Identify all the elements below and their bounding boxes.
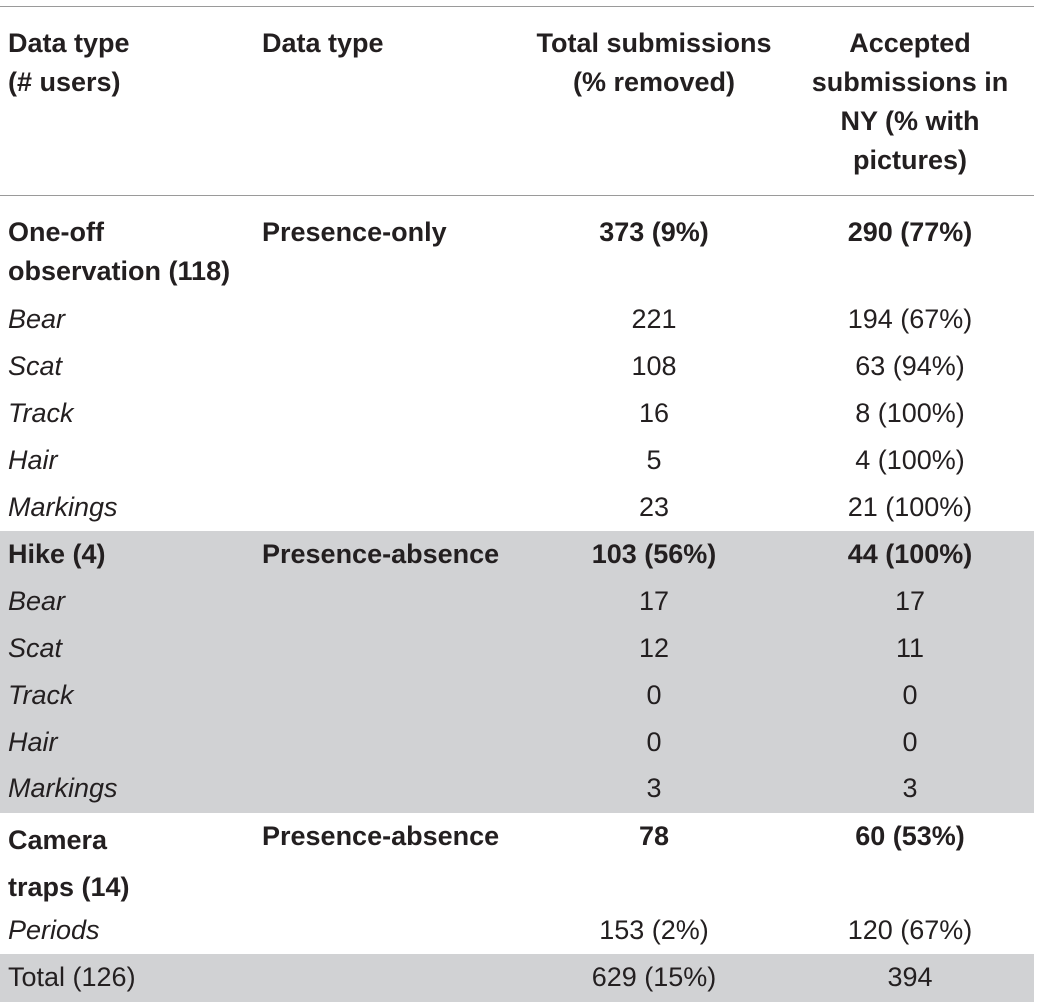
row-label: Markings [8,773,118,803]
section-data-type: Presence-absence [262,821,500,851]
row-label: Scat [8,351,63,381]
row-label: Track [8,680,74,710]
section-total: 103 (56%) [591,539,717,569]
section-accepted: 60 (53%) [855,821,965,851]
section-data-type: Presence-only [262,217,447,247]
total-label: Total (126) [8,962,136,992]
row-label: Scat [8,633,63,663]
section-accepted: 290 (77%) [847,217,973,247]
row-accepted: 4 (100%) [855,445,965,475]
section-name [8,535,253,574]
header-accepted-submissions: Accepted submissions in NY (% with pictures) [811,28,1009,175]
row-accepted: 63 (94%) [855,351,965,381]
row-total: 16 [638,398,670,428]
row-label: Track [8,398,74,428]
row-accepted: 11 [895,633,925,663]
section-accepted: 44 (100%) [847,539,973,569]
row-accepted: 120 (67%) [847,915,973,945]
section-name-line: observation (118) [8,256,231,286]
row-total: 12 [638,633,670,663]
section-name [8,213,253,291]
row-accepted: 3 [902,773,918,803]
table-top-rule [0,6,1034,7]
row-label: Bear [8,304,66,334]
row-total: 5 [646,445,662,475]
section-total: 373 (9%) [599,217,709,247]
row-total: 153 (2%) [599,915,709,945]
row-label: Periods [8,915,100,945]
row-total: 0 [646,727,662,757]
row-total: 23 [638,492,670,522]
section-name-line: Hike (4) [8,539,106,569]
total-accepted: 394 [887,962,933,992]
row-total: 17 [638,586,670,616]
row-label: Hair [8,727,58,757]
row-accepted: 194 (67%) [847,304,973,334]
row-accepted: 0 [902,727,918,757]
section-total: 78 [638,821,670,851]
header-data-type-users: Data type (# users) [8,28,130,97]
row-label: Hair [8,445,58,475]
row-total: 0 [646,680,662,710]
row-total: 3 [646,773,662,803]
header-total-submissions: Total submissions (% removed) [536,28,772,97]
row-accepted: 8 (100%) [855,398,965,428]
row-total: 108 [631,351,677,381]
section-name [8,817,253,911]
section-data-type: Presence-absence [262,539,500,569]
row-total: 221 [631,304,677,334]
header-bottom-rule [0,195,1034,196]
row-accepted: 17 [894,586,926,616]
section-name-line: Camera [8,825,108,855]
header-data-type: Data type [262,28,384,58]
total-submissions: 629 (15%) [591,962,717,992]
section-name-line: One-off [8,217,104,247]
row-label: Bear [8,586,66,616]
row-accepted: 21 (100%) [847,492,973,522]
row-accepted: 0 [902,680,918,710]
section-name-line: traps (14) [8,872,130,902]
row-label: Markings [8,492,118,522]
